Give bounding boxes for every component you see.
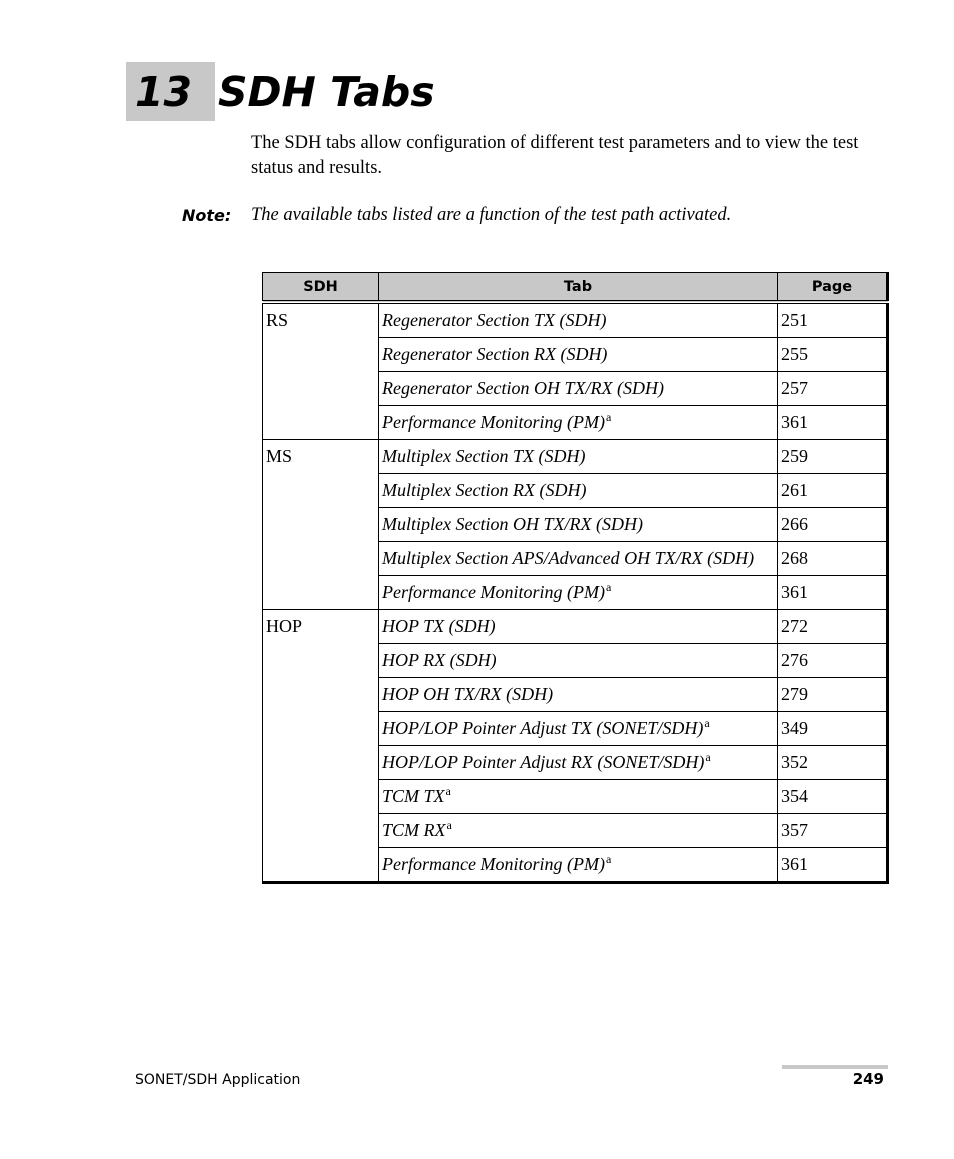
tab-name: Performance Monitoring (PM) xyxy=(382,854,605,874)
tab-name-cell xyxy=(379,372,778,406)
footer-doc-title: SONET/SDH Application xyxy=(135,1072,301,1088)
page-number-cell: 354 xyxy=(778,780,888,814)
tab-name-cell xyxy=(379,644,778,678)
footer-page-number: 249 xyxy=(852,1070,884,1088)
tab-name-cell xyxy=(379,338,778,372)
page-number-cell: 261 xyxy=(778,474,888,508)
sdh-tabs-table xyxy=(262,272,889,884)
tab-name-cell xyxy=(379,302,778,338)
tab-name-cell xyxy=(379,406,778,440)
page-number-cell: 272 xyxy=(778,610,888,644)
footnote-marker: a xyxy=(446,818,452,832)
table-row xyxy=(263,302,888,338)
chapter-number: 13 xyxy=(135,68,193,116)
tab-name: Performance Monitoring (PM) xyxy=(382,412,605,432)
tab-name: Regenerator Section OH TX/RX (SDH) xyxy=(382,378,664,398)
page-number-cell: 361 xyxy=(778,576,888,610)
tab-name-cell xyxy=(379,440,778,474)
footnote-marker: a xyxy=(445,784,451,798)
page-number-cell: 276 xyxy=(778,644,888,678)
tab-name: HOP OH TX/RX (SDH) xyxy=(382,684,554,704)
footnote-marker: a xyxy=(605,410,612,424)
sdh-group-cell: HOP xyxy=(263,610,379,883)
note-text: The available tabs listed are a function of the test path activated. xyxy=(251,205,732,225)
tab-name: TCM RX xyxy=(382,820,446,840)
tab-name: HOP/LOP Pointer Adjust TX (SONET/SDH) xyxy=(382,718,704,738)
tab-name: Multiplex Section RX (SDH) xyxy=(382,480,587,500)
footnote-marker: a xyxy=(704,716,710,730)
header-sdh: SDH xyxy=(263,273,379,303)
tab-name: Multiplex Section APS/Advanced OH TX/RX (SDH) xyxy=(382,548,755,568)
tab-name: Multiplex Section OH TX/RX (SDH) xyxy=(382,514,643,534)
footnote-marker: a xyxy=(605,580,612,594)
tab-name: Performance Monitoring (PM) xyxy=(382,582,605,602)
page-number-cell: 257 xyxy=(778,372,888,406)
tab-name-cell xyxy=(379,508,778,542)
page-number-cell: 255 xyxy=(778,338,888,372)
footnote-marker: a xyxy=(605,852,612,866)
sdh-group-cell: MS xyxy=(263,440,379,610)
header-tab: Tab xyxy=(379,273,778,303)
page-number-cell: 259 xyxy=(778,440,888,474)
tab-name-cell xyxy=(379,474,778,508)
page-number-cell: 349 xyxy=(778,712,888,746)
tab-name: Multiplex Section TX (SDH) xyxy=(382,446,586,466)
tab-name: HOP RX (SDH) xyxy=(382,650,497,670)
tab-name: TCM TX xyxy=(382,786,445,806)
tab-name-cell xyxy=(379,712,778,746)
page-number-cell: 352 xyxy=(778,746,888,780)
table-body xyxy=(263,302,888,883)
tab-name-cell xyxy=(379,746,778,780)
note-label: Note: xyxy=(182,206,232,225)
tab-name-cell xyxy=(379,678,778,712)
tab-name-cell xyxy=(379,848,778,883)
tab-name-cell xyxy=(379,610,778,644)
page-number-cell: 268 xyxy=(778,542,888,576)
tab-name-cell xyxy=(379,542,778,576)
page-number-cell: 361 xyxy=(778,406,888,440)
page-number-cell: 361 xyxy=(778,848,888,883)
tab-name: Regenerator Section RX (SDH) xyxy=(382,344,608,364)
intro-paragraph: The SDH tabs allow configuration of different test parameters and to view the test status and results. xyxy=(251,133,859,178)
page-number-cell: 266 xyxy=(778,508,888,542)
page-number-cell: 357 xyxy=(778,814,888,848)
tab-name-cell xyxy=(379,814,778,848)
tab-name-cell xyxy=(379,576,778,610)
table-row xyxy=(263,610,888,644)
tab-name: HOP/LOP Pointer Adjust RX (SONET/SDH) xyxy=(382,752,705,772)
tab-name-cell xyxy=(379,780,778,814)
page-number-cell: 279 xyxy=(778,678,888,712)
page-title: SDH Tabs xyxy=(218,68,435,116)
footnote-marker: a xyxy=(705,750,711,764)
table-row xyxy=(263,440,888,474)
tab-name: HOP TX (SDH) xyxy=(382,616,496,636)
header-page: Page xyxy=(778,273,888,303)
tab-name: Regenerator Section TX (SDH) xyxy=(382,310,607,330)
sdh-group-cell: RS xyxy=(263,302,379,440)
page-number-cell: 251 xyxy=(778,302,888,338)
table-header-row xyxy=(263,273,888,303)
